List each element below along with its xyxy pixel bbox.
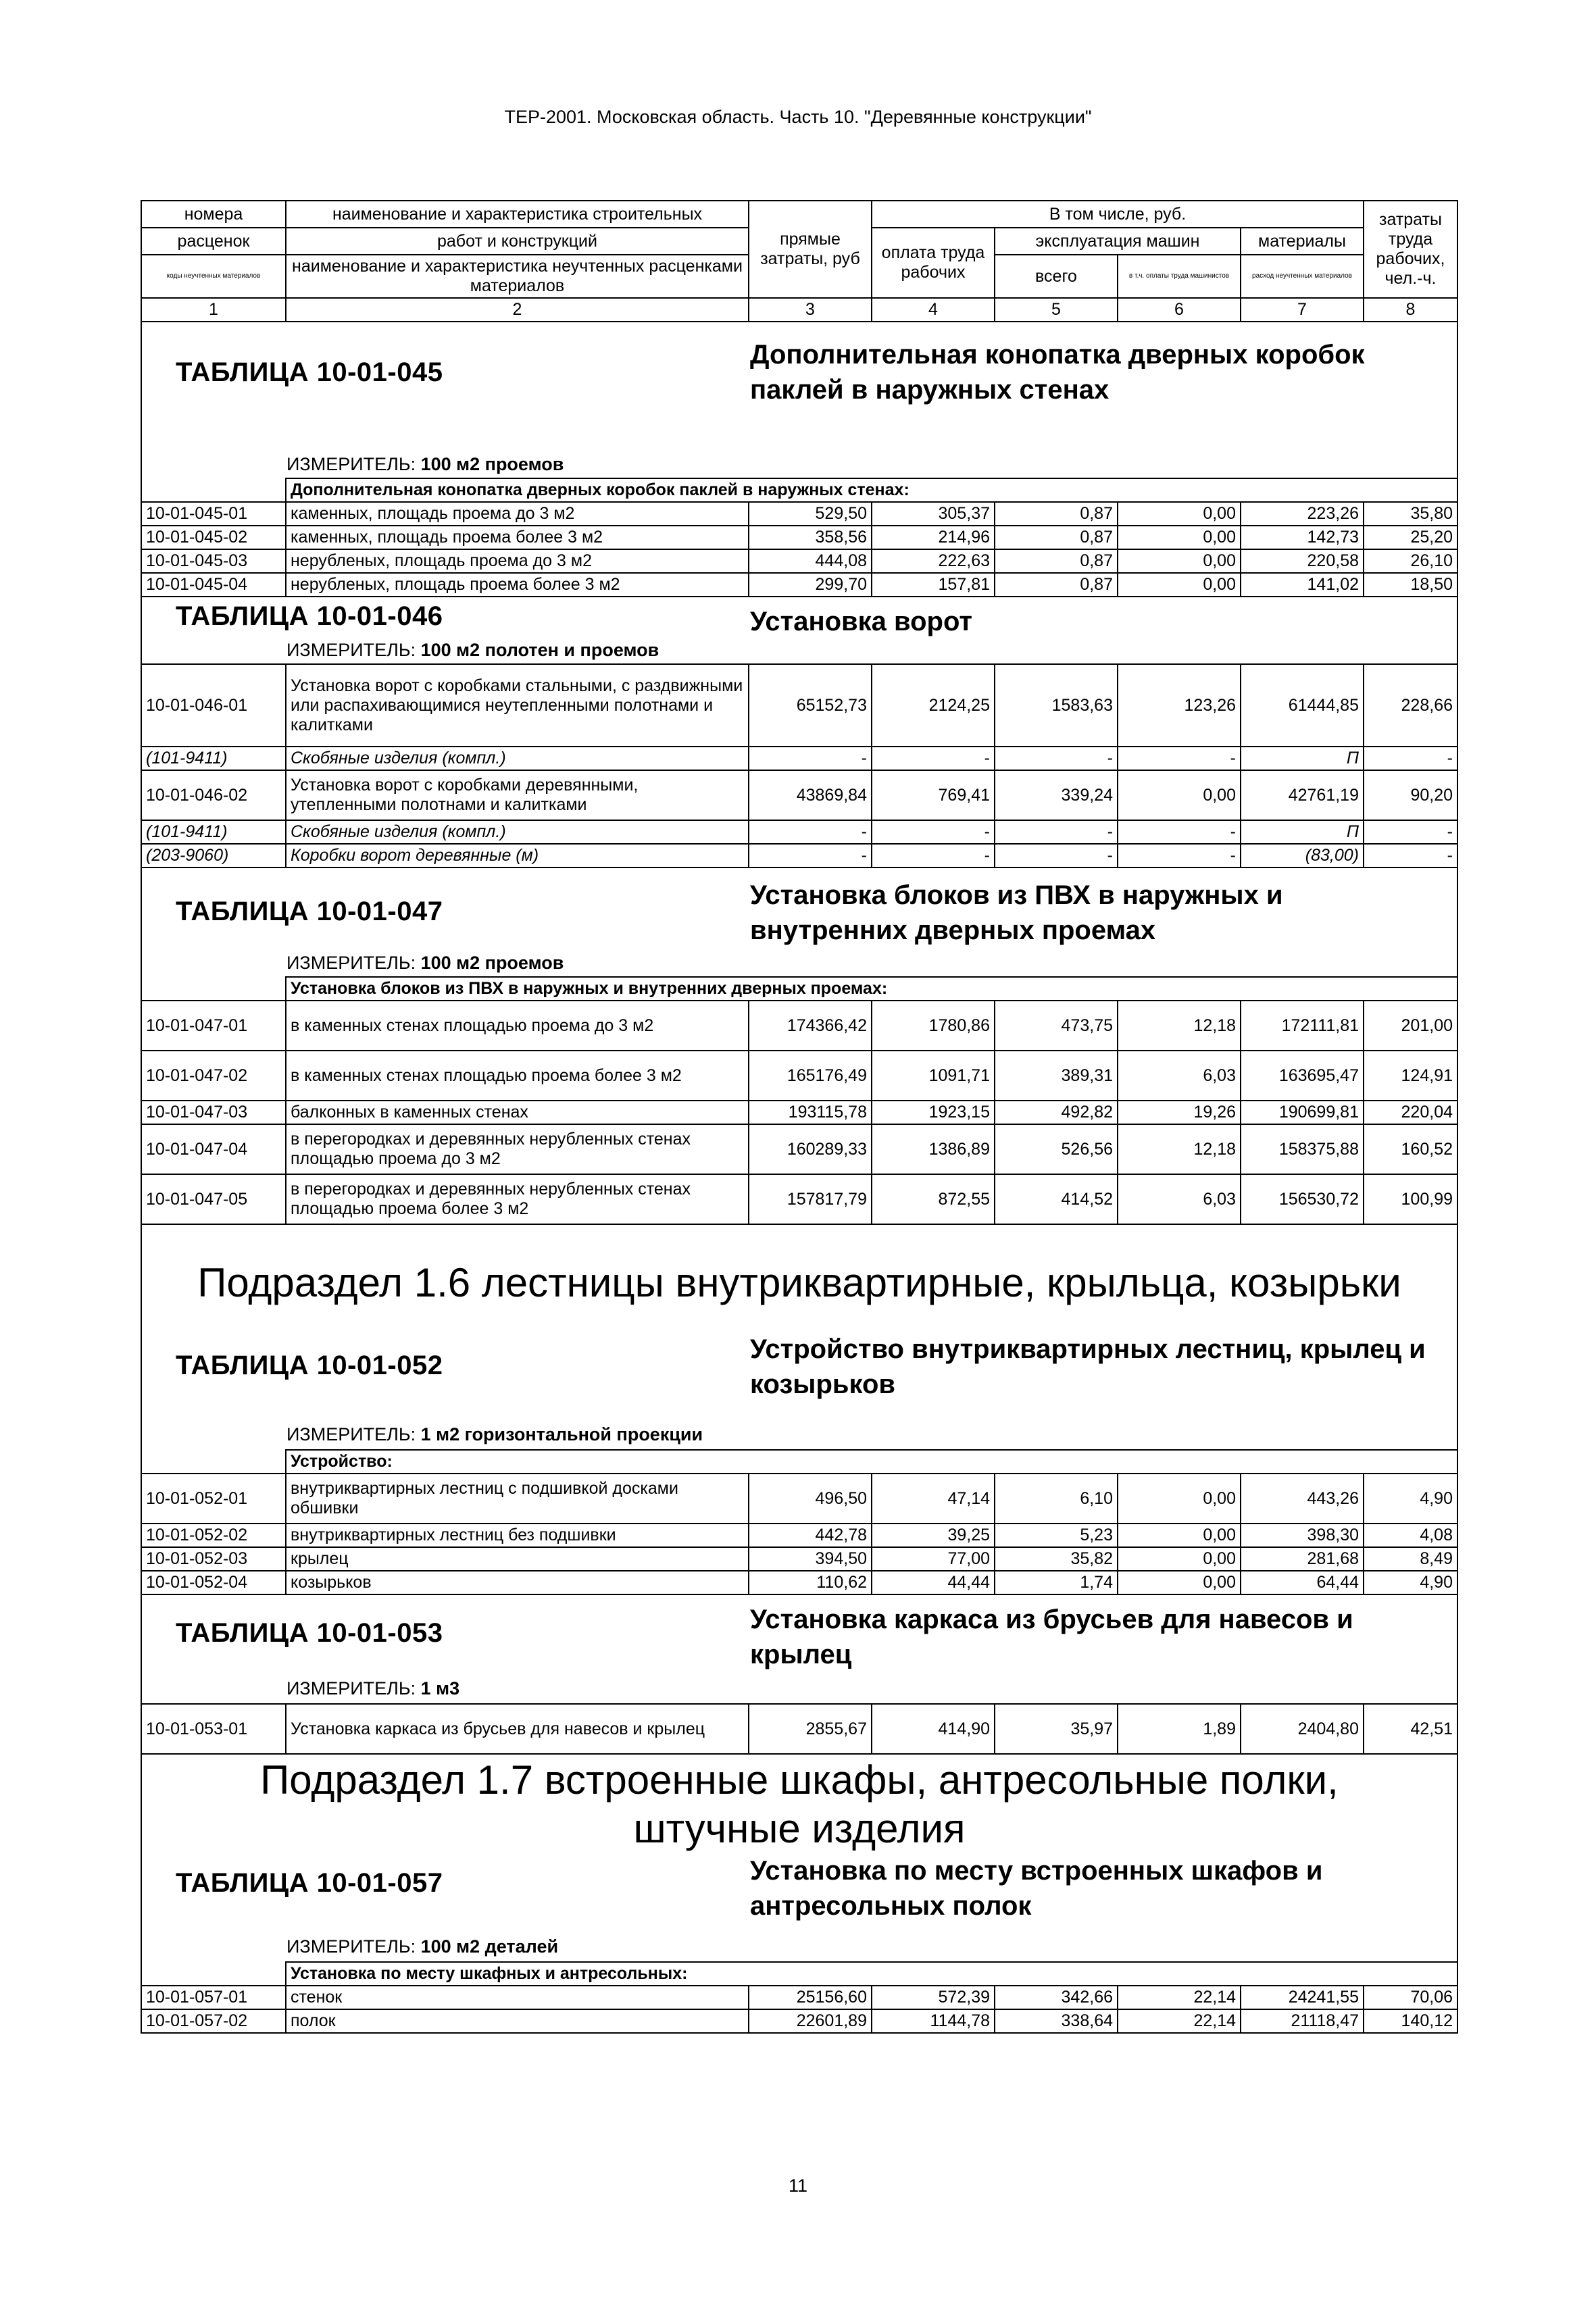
row-mat: 172111,81 [1241,1001,1364,1051]
col-header-mach-total: всего [995,255,1118,298]
table-description: Установка каркаса из брусьев для навесов и крылец [750,1605,1353,1669]
row-direct: 394,50 [749,1547,872,1571]
row-labor: 305,37 [872,502,995,526]
row-hours: 140,12 [1364,2009,1457,2033]
material-name: Скобяные изделия (компл.) [286,747,749,770]
row-code: 10-01-045-04 [141,573,286,597]
row-mach: 1583,63 [995,664,1118,747]
row-direct: 442,78 [749,1524,872,1547]
section-045 [142,322,1457,478]
row-direct: 496,50 [749,1474,872,1524]
row-machlab: 12,18 [1118,1124,1241,1174]
table-description: Установка ворот [750,607,972,636]
row-name: нерубленых, площадь проема более 3 м2 [286,573,749,597]
row-mat: 220,58 [1241,549,1364,573]
row-machlab: 0,00 [1118,1547,1241,1571]
row-labor: 1091,71 [872,1051,995,1101]
row-name: внутриквартирных лестниц без подшивки [286,1524,749,1547]
row-labor: 1780,86 [872,1001,995,1051]
table-row [141,1474,1457,1524]
section-053 [142,1595,1457,1703]
row-hours: 26,10 [1364,549,1457,573]
row-mach: 389,31 [995,1051,1118,1101]
table-row [141,770,1457,820]
row-mat: 190699,81 [1241,1101,1364,1124]
measure-value: 1 м2 горизонтальной проекции [420,1424,703,1444]
row-mach: 6,10 [995,1474,1118,1524]
dash: - [1118,820,1241,844]
row-mat: 398,30 [1241,1524,1364,1547]
row-machlab: 0,00 [1118,1474,1241,1524]
row-labor: 47,14 [872,1474,995,1524]
row-labor: 157,81 [872,573,995,597]
measure-label: ИЗМЕРИТЕЛЬ: [286,1936,416,1957]
table-description: Устройство внутриквартирных лестниц, крылец и козырьков [750,1334,1426,1399]
measure-label: ИЗМЕРИТЕЛЬ: [286,1424,416,1444]
measure-value: 100 м2 деталей [420,1936,559,1957]
table-row [141,1571,1457,1594]
row-name: полок [286,2009,749,2033]
section-046 [142,597,1457,663]
row-mach: 5,23 [995,1524,1118,1547]
dash: - [872,820,995,844]
row-direct: 165176,49 [749,1051,872,1101]
row-hours: 25,20 [1364,526,1457,549]
table-description: Установка по месту встроенных шкафов и антресольных полок [750,1856,1323,1921]
row-direct: 2855,67 [749,1704,872,1754]
row-name: балконных в каменных стенах [286,1101,749,1124]
dash: - [995,747,1118,770]
row-mach: 492,82 [995,1101,1118,1124]
row-hours: 42,51 [1364,1704,1457,1754]
measure-label: ИЗМЕРИТЕЛЬ: [286,454,416,474]
material-usage: П [1241,820,1364,844]
row-direct: 22601,89 [749,2009,872,2033]
row-mach: 339,24 [995,770,1118,820]
table-row [141,1051,1457,1101]
col-header-name-2: работ и конструкций [286,228,749,255]
row-machlab: 22,14 [1118,2009,1241,2033]
row-labor: 872,55 [872,1174,995,1224]
row-code: 10-01-052-01 [141,1474,286,1524]
row-mat: 42761,19 [1241,770,1364,820]
table-title: ТАБЛИЦА 10-01-053 [176,1618,443,1648]
row-direct: 65152,73 [749,664,872,747]
col-header-hours: затраты труда рабочих, чел.-ч. [1364,201,1457,298]
row-hours: 4,08 [1364,1524,1457,1547]
material-code: (203-9060) [141,844,286,867]
row-mat: 64,44 [1241,1571,1364,1594]
table-title: ТАБЛИЦА 10-01-057 [176,1868,443,1898]
row-machlab: 6,03 [1118,1174,1241,1224]
col-header-name-materials: наименование и характеристика неучтенных расценками материалов [286,255,749,298]
section-052 [142,1314,1457,1449]
row-mach: 526,56 [995,1124,1118,1174]
row-mach: 0,87 [995,502,1118,526]
row-labor: 1144,78 [872,2009,995,2033]
price-table [141,200,1458,2034]
measure-label: ИЗМЕРИТЕЛЬ: [286,640,416,660]
dash: - [872,844,995,867]
measure-unit [286,1425,703,1444]
col-header-code: номера [141,201,286,228]
page-header: ТЕР-2001. Московская область. Часть 10. "Деревянные конструкции" [504,107,1092,127]
row-labor: 44,44 [872,1571,995,1594]
col-header-mach-labor: в т.ч. оплаты труда машинистов [1118,255,1241,298]
row-machlab: 0,00 [1118,502,1241,526]
row-direct: 160289,33 [749,1124,872,1174]
row-labor: 77,00 [872,1547,995,1571]
material-row [141,747,1457,770]
material-row [141,844,1457,867]
row-direct: 157817,79 [749,1174,872,1224]
row-name: в каменных стенах площадью проема более 3 м2 [286,1051,749,1101]
row-direct: 174366,42 [749,1001,872,1051]
measure-value: 100 м2 проемов [420,454,564,474]
dash: - [995,820,1118,844]
row-hours: 100,99 [1364,1174,1457,1224]
row-labor: 222,63 [872,549,995,573]
row-mat: 163695,47 [1241,1051,1364,1101]
row-name: Установка ворот с коробками деревянными, утепленными полотнами и калитками [286,770,749,820]
dash: - [1118,844,1241,867]
group-heading: Устройство: [286,1450,1457,1474]
material-name: Скобяные изделия (компл.) [286,820,749,844]
dash: - [1364,820,1457,844]
col-num: 5 [995,298,1118,322]
table-row [141,664,1457,747]
row-labor: 572,39 [872,1986,995,2009]
measure-value: 1 м3 [420,1678,460,1699]
table-title: ТАБЛИЦА 10-01-046 [176,601,443,631]
row-code: 10-01-045-02 [141,526,286,549]
col-header-code-materials: коды неучтенных материалов [141,255,286,298]
row-code: 10-01-045-01 [141,502,286,526]
col-num: 1 [141,298,286,322]
row-hours: 201,00 [1364,1001,1457,1051]
row-machlab: 19,26 [1118,1101,1241,1124]
row-code: 10-01-047-01 [141,1001,286,1051]
material-usage: (83,00) [1241,844,1364,867]
row-name: каменных, площадь проема до 3 м2 [286,502,749,526]
subsection-heading: Подраздел 1.6 лестницы внутриквартирные, крыльца, козырьки [197,1260,1401,1305]
row-mat: 158375,88 [1241,1124,1364,1174]
row-machlab: 0,00 [1118,526,1241,549]
row-mach: 0,87 [995,526,1118,549]
section-057 [142,1853,1457,1961]
dash: - [749,844,872,867]
row-hours: 220,04 [1364,1101,1457,1124]
col-num: 7 [1241,298,1364,322]
col-num: 6 [1118,298,1241,322]
row-hours: 90,20 [1364,770,1457,820]
row-labor: 214,96 [872,526,995,549]
row-labor: 39,25 [872,1524,995,1547]
row-hours: 228,66 [1364,664,1457,747]
page-number: 11 [788,2175,808,2196]
row-code: 10-01-057-02 [141,2009,286,2033]
row-name: внутриквартирных лестниц с подшивкой досками обшивки [286,1474,749,1524]
measure-unit [286,640,659,660]
dash: - [995,844,1118,867]
row-code: 10-01-045-03 [141,549,286,573]
row-hours: 70,06 [1364,1986,1457,2009]
subsection-heading: Подраздел 1.7 встроенные шкафы, антресольные полки, штучные изделия [260,1757,1339,1851]
row-hours: 18,50 [1364,573,1457,597]
row-machlab: 0,00 [1118,573,1241,597]
row-machlab: 6,03 [1118,1051,1241,1101]
row-mat: 156530,72 [1241,1174,1364,1224]
measure-value: 100 м2 полотен и проемов [420,640,659,660]
measure-label: ИЗМЕРИТЕЛЬ: [286,953,416,973]
row-mat: 443,26 [1241,1474,1364,1524]
row-labor: 1386,89 [872,1124,995,1174]
row-direct: 299,70 [749,573,872,597]
row-labor: 2124,25 [872,664,995,747]
table-title: ТАБЛИЦА 10-01-052 [176,1351,443,1380]
row-code: 10-01-047-05 [141,1174,286,1224]
measure-value: 100 м2 проемов [420,953,564,973]
table-row [141,1124,1457,1174]
row-mat: 21118,47 [1241,2009,1364,2033]
col-header-incl: В том числе, руб. [872,201,1364,228]
row-mat: 141,02 [1241,573,1364,597]
table-description: Установка блоков из ПВХ в наружных и внутренних дверных проемах [750,880,1283,945]
row-labor: 1923,15 [872,1101,995,1124]
row-direct: 110,62 [749,1571,872,1594]
row-direct: 529,50 [749,502,872,526]
row-labor: 414,90 [872,1704,995,1754]
material-name: Коробки ворот деревянные (м) [286,844,749,867]
table-row [141,502,1457,526]
col-header-code-2: расценок [141,228,286,255]
row-mach: 35,97 [995,1704,1118,1754]
table-row [141,573,1457,597]
row-mat: 61444,85 [1241,664,1364,747]
col-num: 8 [1364,298,1457,322]
group-heading: Установка по месту шкафных и антресольных: [286,1962,1457,1986]
group-heading: Установка блоков из ПВХ в наружных и внутренних дверных проемах: [286,977,1457,1001]
table-row [141,1001,1457,1051]
row-name: козырьков [286,1571,749,1594]
measure-unit [286,1937,558,1957]
col-header-machines: эксплуатация машин [995,228,1241,255]
table-row [141,1524,1457,1547]
table-row [141,526,1457,549]
row-mach: 1,74 [995,1571,1118,1594]
row-direct: 25156,60 [749,1986,872,2009]
row-labor: 769,41 [872,770,995,820]
row-hours: 124,91 [1364,1051,1457,1101]
material-code: (101-9411) [141,747,286,770]
row-mach: 342,66 [995,1986,1118,2009]
row-name: Установка каркаса из брусьев для навесов и крылец [286,1704,749,1754]
table-row [141,1547,1457,1571]
row-code: 10-01-047-03 [141,1101,286,1124]
row-code: 10-01-052-02 [141,1524,286,1547]
row-hours: 4,90 [1364,1474,1457,1524]
row-mach: 414,52 [995,1174,1118,1224]
row-machlab: 12,18 [1118,1001,1241,1051]
row-mach: 35,82 [995,1547,1118,1571]
table-row [141,549,1457,573]
row-machlab: 0,00 [1118,549,1241,573]
row-code: 10-01-052-03 [141,1547,286,1571]
row-code: 10-01-057-01 [141,1986,286,2009]
row-name: стенок [286,1986,749,2009]
row-direct: 193115,78 [749,1101,872,1124]
dash: - [872,747,995,770]
measure-unit [286,455,564,474]
row-mat: 281,68 [1241,1547,1364,1571]
row-name: каменных, площадь проема более 3 м2 [286,526,749,549]
dash: - [1118,747,1241,770]
row-mat: 142,73 [1241,526,1364,549]
col-header-name: наименование и характеристика строительных [286,201,749,228]
row-code: 10-01-046-01 [141,664,286,747]
row-machlab: 22,14 [1118,1986,1241,2009]
col-num: 2 [286,298,749,322]
row-hours: 4,90 [1364,1571,1457,1594]
row-machlab: 0,00 [1118,770,1241,820]
row-mach: 338,64 [995,2009,1118,2033]
row-machlab: 1,89 [1118,1704,1241,1754]
row-code: 10-01-053-01 [141,1704,286,1754]
row-direct: 444,08 [749,549,872,573]
material-row [141,820,1457,844]
table-description: Дополнительная конопатка дверных коробок паклей в наружных стенах [750,340,1365,405]
dash: - [1364,844,1457,867]
row-hours: 35,80 [1364,502,1457,526]
table-row [141,1174,1457,1224]
row-name: в перегородках и деревянных нерубленных стенах площадью проема до 3 м2 [286,1124,749,1174]
table-title: ТАБЛИЦА 10-01-045 [176,357,443,387]
dash: - [749,820,872,844]
col-num: 4 [872,298,995,322]
table-row [141,1986,1457,2009]
row-mat: 2404,80 [1241,1704,1364,1754]
row-mach: 473,75 [995,1001,1118,1051]
row-machlab: 0,00 [1118,1524,1241,1547]
section-047 [142,868,1457,976]
row-name: Установка ворот с коробками стальными, с раздвижными или распахивающимися неутепленными полотнами и калитками [286,664,749,747]
measure-unit [286,1679,459,1699]
row-code: 10-01-047-04 [141,1124,286,1174]
dash: - [1364,747,1457,770]
dash: - [749,747,872,770]
row-mach: 0,87 [995,573,1118,597]
col-num: 3 [749,298,872,322]
row-machlab: 0,00 [1118,1571,1241,1594]
row-mat: 24241,55 [1241,1986,1364,2009]
col-header-direct: прямые затраты, руб [749,201,872,298]
col-header-mat-extra: расход неучтенных материалов [1241,255,1364,298]
row-mach: 0,87 [995,549,1118,573]
row-direct: 43869,84 [749,770,872,820]
row-code: 10-01-047-02 [141,1051,286,1101]
table-title: ТАБЛИЦА 10-01-047 [176,897,443,926]
col-header-materials: материалы [1241,228,1364,255]
col-header-labor: оплата труда рабочих [872,228,995,298]
table-row [141,1101,1457,1124]
measure-unit [286,953,564,973]
row-hours: 8,49 [1364,1547,1457,1571]
row-code: 10-01-052-04 [141,1571,286,1594]
row-hours: 160,52 [1364,1124,1457,1174]
row-name: нерубленых, площадь проема до 3 м2 [286,549,749,573]
row-name: крылец [286,1547,749,1571]
group-heading: Дополнительная конопатка дверных коробок паклей в наружных стенах: [286,478,1457,502]
row-direct: 358,56 [749,526,872,549]
material-usage: П [1241,747,1364,770]
row-mat: 223,26 [1241,502,1364,526]
row-code: 10-01-046-02 [141,770,286,820]
row-name: в перегородках и деревянных нерубленных стенах площадью проема более 3 м2 [286,1174,749,1224]
measure-label: ИЗМЕРИТЕЛЬ: [286,1678,416,1699]
table-row [141,1704,1457,1754]
row-name: в каменных стенах площадью проема до 3 м2 [286,1001,749,1051]
row-machlab: 123,26 [1118,664,1241,747]
material-code: (101-9411) [141,820,286,844]
table-row [141,2009,1457,2033]
